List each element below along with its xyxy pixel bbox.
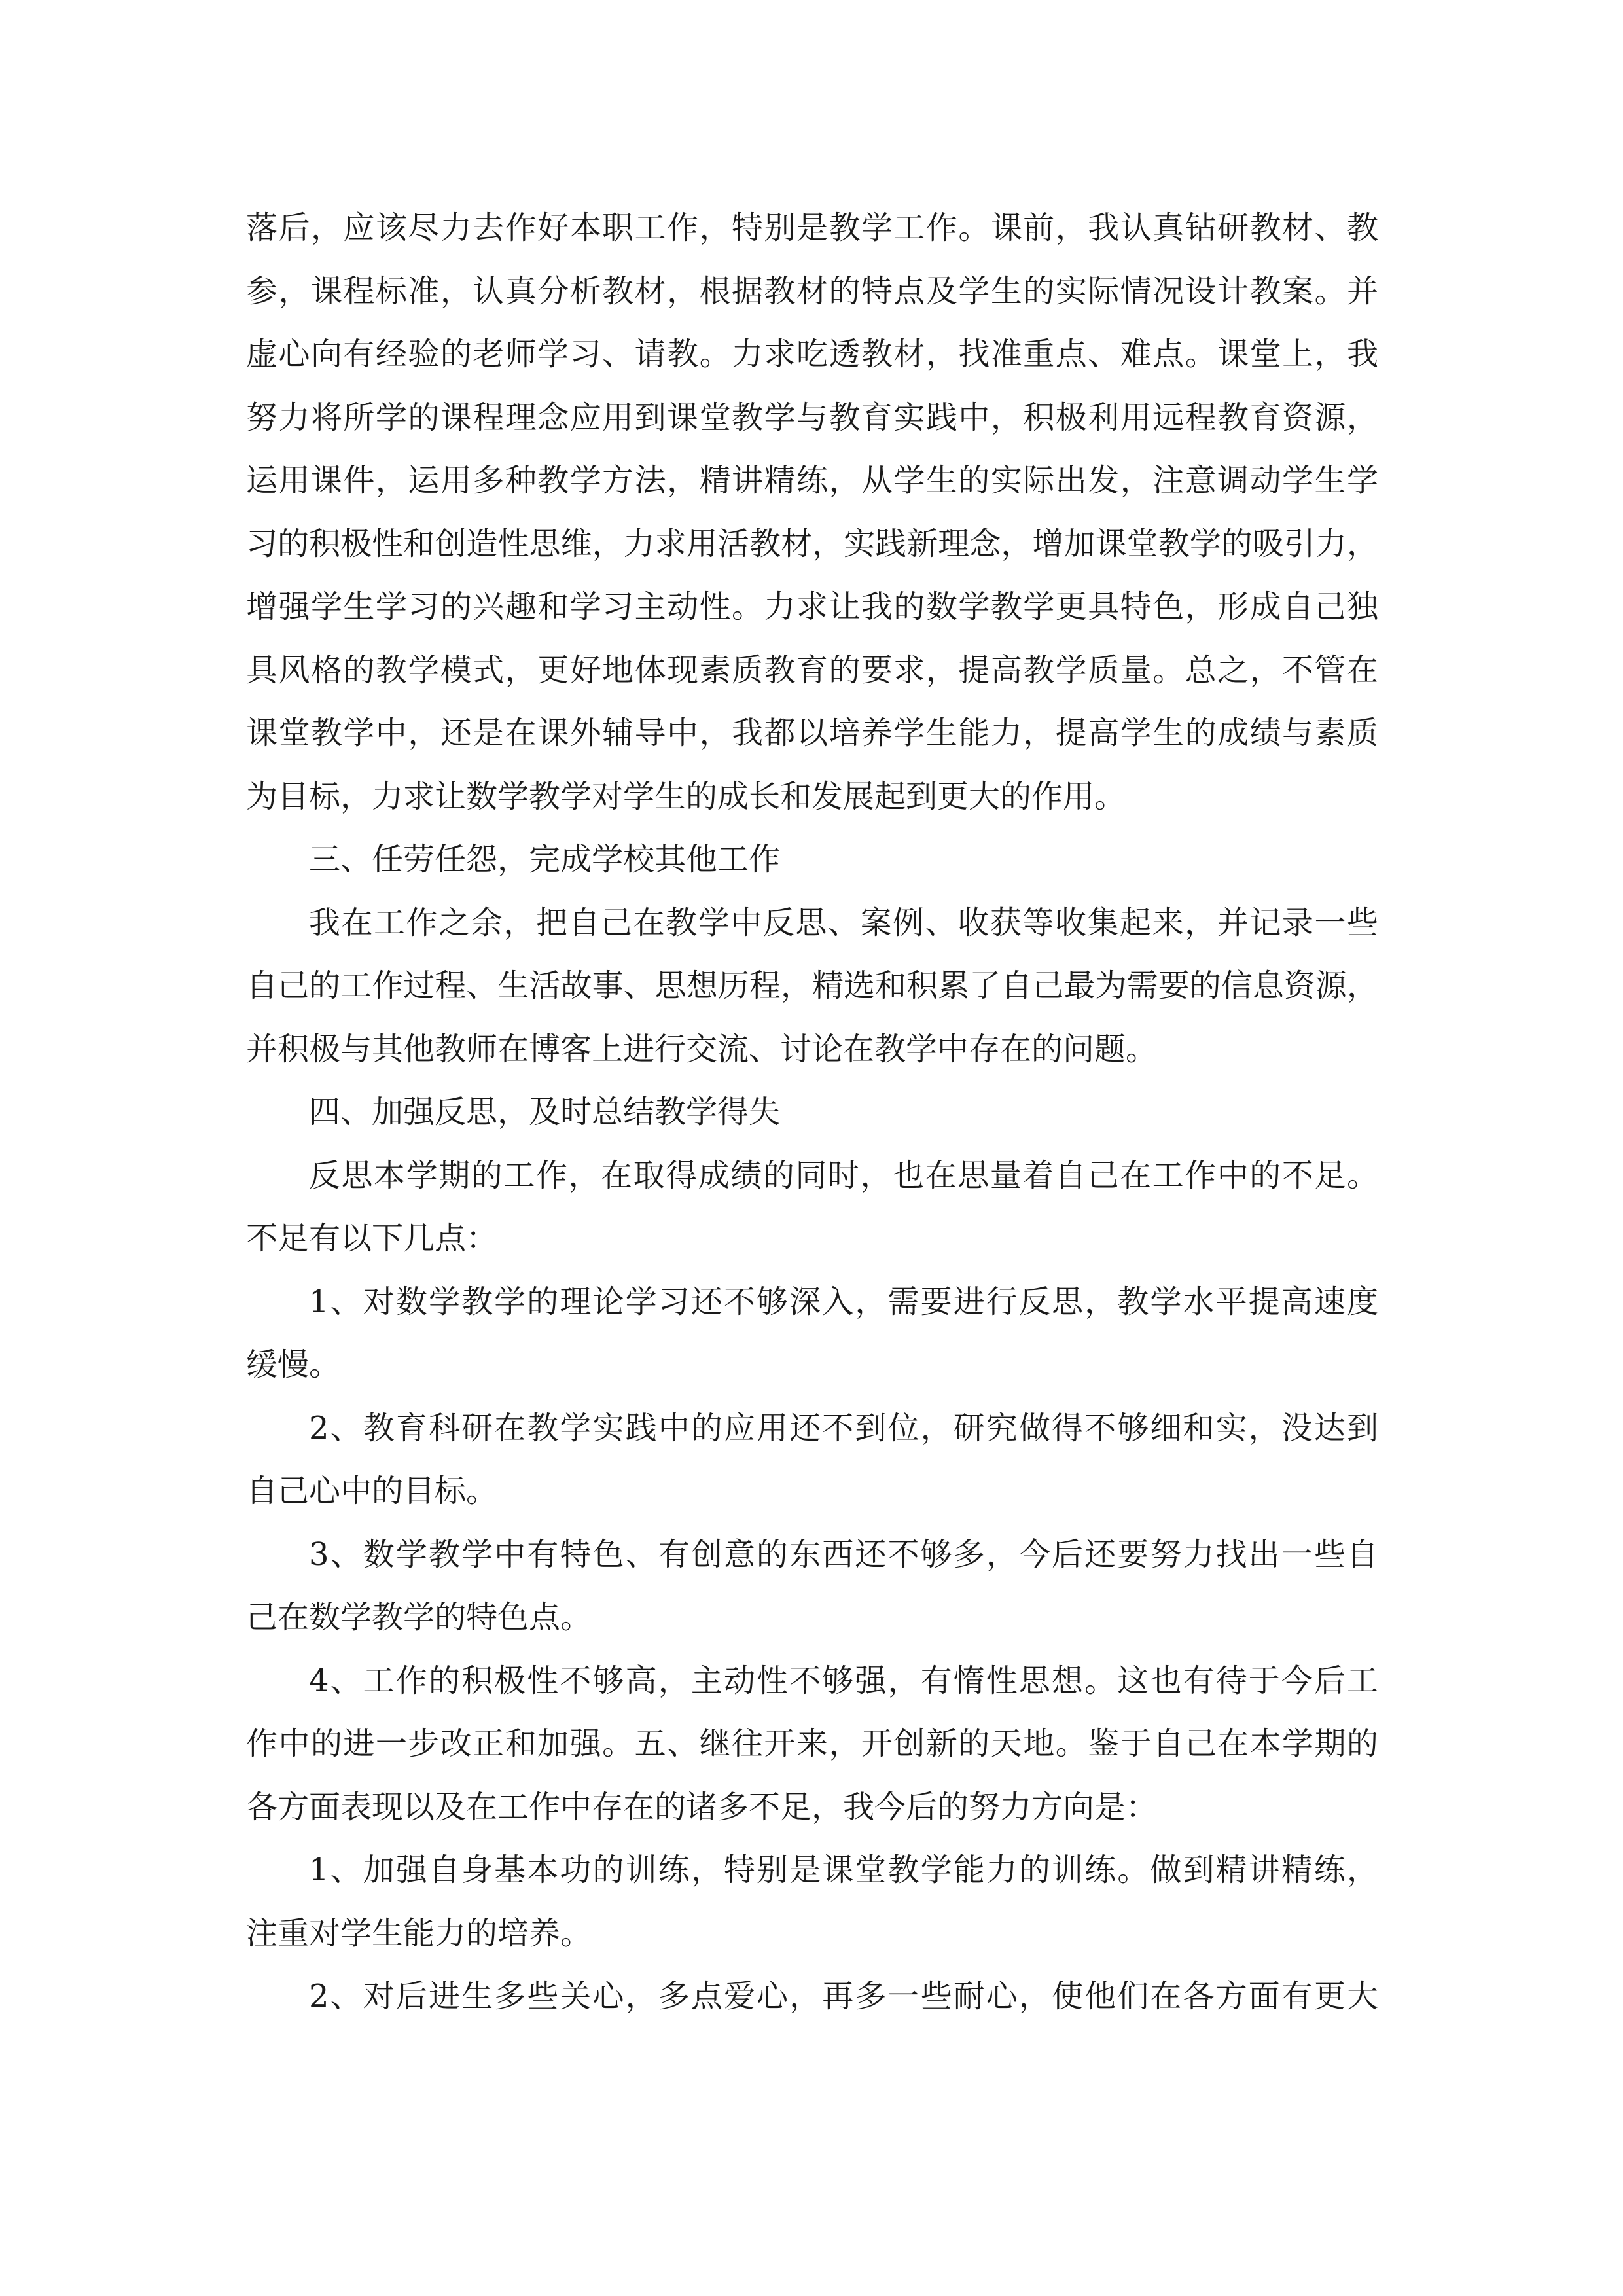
text-line: 注重对学生能力的培养。 [246, 1914, 592, 1952]
text-line: 落后，应该尽力去作好本职工作，特别是教学工作。课前，我认真钻研教材、教 [246, 209, 1378, 246]
list-item: 2、教育科研在教学实践中的应用还不到位，研究做得不够细和实，没达到 [309, 1409, 1378, 1446]
text-line: 自己的工作过程、生活故事、思想历程，精选和积累了自己最为需要的信息资源， [246, 967, 1378, 1004]
list-item: 3、数学教学中有特色、有创意的东西还不够多，今后还要努力找出一些自 [309, 1535, 1378, 1573]
list-item: 1、对数学教学的理论学习还不够深入，需要进行反思，教学水平提高速度 [309, 1283, 1378, 1320]
section-heading: 四、加强反思，及时总结教学得失 [309, 1094, 781, 1130]
text-line: 虚心向有经验的老师学习、请教。力求吃透教材，找准重点、难点。课堂上，我 [246, 336, 1378, 372]
text-line: 并积极与其他教师在博客上进行交流、讨论在教学中存在的问题。 [246, 1030, 1158, 1067]
text-line: 课堂教学中，还是在课外辅导中，我都以培养学生能力，提高学生的成绩与素质 [246, 715, 1378, 751]
text-line: 努力将所学的课程理念应用到课堂教学与教育实践中，积极利用远程教育资源， [246, 399, 1378, 436]
text-line: 运用课件，运用多种教学方法，精讲精练，从学生的实际出发，注意调动学生学 [246, 462, 1378, 499]
section-heading: 三、任劳任怨，完成学校其他工作 [309, 841, 781, 878]
text-line: 己在数学教学的特色点。 [246, 1599, 592, 1636]
text-line: 不足有以下几点： [246, 1220, 498, 1257]
text-line: 作中的进一步改正和加强。五、继往开来，开创新的天地。鉴于自己在本学期的 [246, 1725, 1378, 1762]
text-line: 参，课程标准，认真分析教材，根据教材的特点及学生的实际情况设计教案。并 [246, 272, 1378, 310]
list-item: 1、加强自身基本功的训练，特别是课堂教学能力的训练。做到精讲精练， [309, 1852, 1378, 1888]
text-line: 我在工作之余，把自己在教学中反思、案例、收获等收集起来，并记录一些 [309, 904, 1378, 941]
text-line: 具风格的教学模式，更好地体现素质教育的要求，提高教学质量。总之，不管在 [246, 651, 1378, 689]
text-line: 各方面表现以及在工作中存在的诸多不足，我今后的努力方向是： [246, 1788, 1158, 1825]
text-line: 反思本学期的工作，在取得成绩的同时，也在思量着自己在工作中的不足。 [309, 1157, 1378, 1194]
body-text [246, 196, 1378, 2028]
text-line: 为目标，力求让数学教学对学生的成长和发展起到更大的作用。 [246, 778, 1126, 815]
list-item: 4、工作的积极性不够高，主动性不够强，有惰性思想。这也有待于今后工 [309, 1662, 1378, 1699]
text-line: 习的积极性和创造性思维，力求用活教材，实践新理念，增加课堂教学的吸引力， [246, 525, 1378, 562]
list-item: 2、对后进生多些关心，多点爱心，再多一些耐心，使他们在各方面有更大 [309, 1978, 1378, 2015]
text-line: 缓慢。 [246, 1346, 341, 1383]
text-line: 增强学生学习的兴趣和学习主动性。力求让我的数学教学更具特色，形成自己独 [246, 588, 1378, 625]
text-line: 自己心中的目标。 [246, 1473, 498, 1509]
